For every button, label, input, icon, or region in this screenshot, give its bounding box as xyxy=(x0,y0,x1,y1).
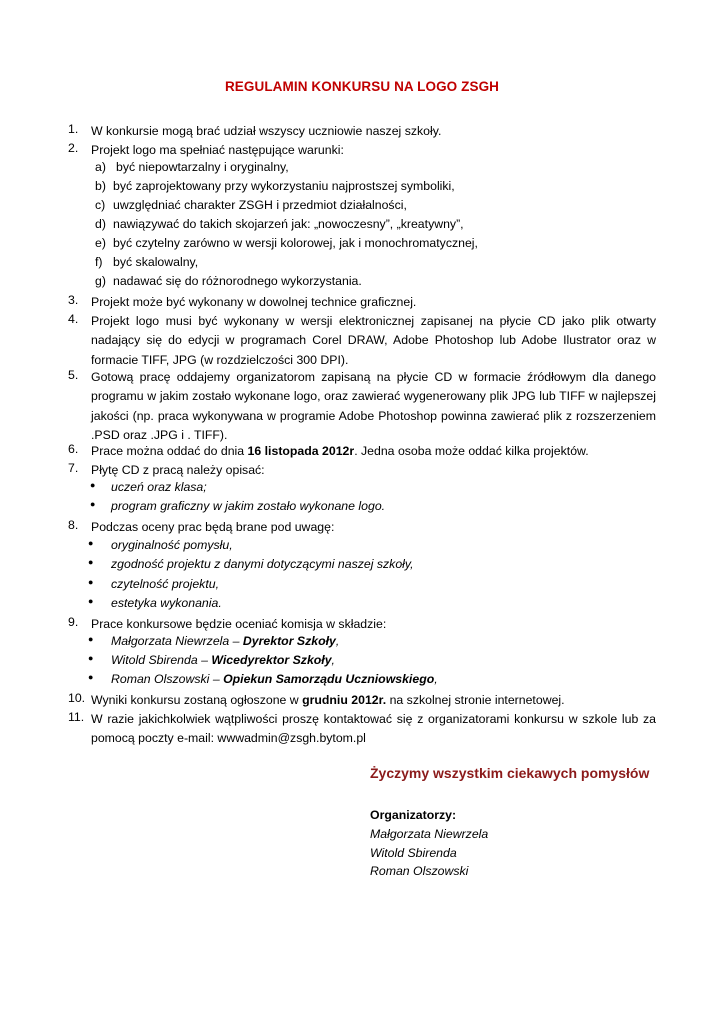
condition-text: być niepowtarzalny i oryginalny, xyxy=(116,160,289,174)
bullet-icon: ● xyxy=(88,538,94,548)
rule-text-part: . Jedna osoba może oddać kilka projektów. xyxy=(354,444,589,458)
rule-text-part: na szkolnej stronie internetowej. xyxy=(386,693,565,707)
bullet-text: czytelność projektu, xyxy=(111,577,219,591)
rule-text: Gotową pracę oddajemy organizatorom zapisaną na płycie CD w formacie źródłowym dla danego programu w jakim zostało wykonane logo, oraz zawierać wygenerowany plik JPG lub TIFF w najlepszej jakości (np. praca wykonywana w programie Adobe Photoshop powinna zawierać plik z rozszerzeniem .PSD oraz .JPG i . TIFF). xyxy=(91,370,656,443)
condition-label: g) xyxy=(95,274,106,288)
condition-text: nawiązywać do takich skojarzeń jak: „nowoczesny”, „kreatywny”, xyxy=(113,217,464,231)
bullet-icon: ● xyxy=(90,480,96,490)
rule-text xyxy=(91,691,656,710)
condition-text: być skalowalny, xyxy=(113,255,199,269)
member-end: , xyxy=(335,634,340,648)
organizers-title: Organizatorzy: xyxy=(370,808,457,822)
member-text xyxy=(111,653,335,667)
member-end: , xyxy=(331,653,335,667)
condition-label: d) xyxy=(95,217,106,231)
results-date: grudniu 2012r. xyxy=(302,693,387,707)
condition-label: c) xyxy=(95,198,106,212)
rule-number: 4. xyxy=(68,312,79,326)
bullet-text: estetyka wykonania. xyxy=(111,596,222,610)
rule-text-part: Prace można oddać do dnia xyxy=(91,444,248,458)
bullet-icon: ● xyxy=(88,557,94,567)
deadline-date: 16 listopada 2012r xyxy=(247,444,355,458)
rule-number: 8. xyxy=(68,518,79,532)
member-role: Opiekun Samorządu Uczniowskiego xyxy=(223,672,435,686)
rule-text xyxy=(91,442,656,461)
closing-wish: Życzymy wszystkim ciekawych pomysłów xyxy=(370,765,650,781)
rule-number: 7. xyxy=(68,461,79,475)
bullet-text: uczeń oraz klasa; xyxy=(111,480,207,494)
condition-text: uwzględniać charakter ZSGH i przedmiot działalności, xyxy=(113,198,407,212)
bullet-icon: ● xyxy=(88,634,94,644)
condition-label: b) xyxy=(95,179,106,193)
bullet-icon: ● xyxy=(88,577,94,587)
organizer-name: Małgorzata Niewrzela xyxy=(370,827,489,841)
bullet-icon: ● xyxy=(88,596,94,606)
rule-number: 9. xyxy=(68,615,79,629)
rule-number: 3. xyxy=(68,293,79,307)
bullet-text: zgodność projektu z danymi dotyczącymi naszej szkoły, xyxy=(111,557,414,571)
organizer-name: Witold Sbirenda xyxy=(370,846,457,860)
rule-number: 11. xyxy=(68,710,85,724)
bullet-text: oryginalność pomysłu, xyxy=(111,538,233,552)
rule-number: 5. xyxy=(68,368,79,382)
rule-text: Projekt logo musi być wykonany w wersji elektronicznej zapisanej na płycie CD jako plik otwarty nadający się do edycji w programach Corel DRAW, Adobe Photoshop lub Adobe Ilustrator oraz w formacie TIFF, JPG (w rozdzielczości 300 DPI). xyxy=(91,314,656,367)
member-text xyxy=(111,634,339,648)
rule-number: 10. xyxy=(68,691,86,705)
rule-text: W konkursie mogą brać udział wszyscy uczniowie naszej szkoły. xyxy=(91,124,442,138)
member-role: Dyrektor Szkoły xyxy=(242,634,336,648)
condition-label: a) xyxy=(95,160,106,174)
rule-number: 6. xyxy=(68,442,79,456)
condition-text: być czytelny zarówno w wersji kolorowej, jak i monochromatycznej, xyxy=(113,236,478,250)
condition-label: e) xyxy=(95,236,106,250)
rule-text-part: Wyniki konkursu zostaną ogłoszone w xyxy=(91,693,303,707)
rule-text: Prace konkursowe będzie oceniać komisja w składzie: xyxy=(91,617,387,631)
rule-number: 1. xyxy=(68,122,79,136)
rule-text: W razie jakichkolwiek wątpliwości proszę kontaktować się z organizatorami konkursu w szkole lub za pomocą poczty e-mail: wwwadmin@zsgh.bytom.pl xyxy=(91,712,656,746)
bullet-icon: ● xyxy=(88,672,94,682)
bullet-icon: ● xyxy=(90,499,96,509)
member-text xyxy=(111,672,438,686)
rule-text: Projekt logo ma spełniać następujące warunki: xyxy=(91,143,344,157)
member-name: Witold Sbirenda – xyxy=(111,653,212,667)
bullet-text: program graficzny w jakim zostało wykonane logo. xyxy=(111,499,386,513)
rule-text: Płytę CD z pracą należy opisać: xyxy=(91,463,265,477)
member-role: Wicedyrektor Szkoły xyxy=(211,653,332,667)
organizer-name: Roman Olszowski xyxy=(370,864,469,878)
condition-label: f) xyxy=(95,255,103,269)
member-name: Małgorzata Niewrzela – xyxy=(111,634,243,648)
member-end: , xyxy=(434,672,438,686)
condition-text: nadawać się do różnorodnego wykorzystania. xyxy=(113,274,362,288)
rule-number: 2. xyxy=(68,141,79,155)
rule-text: Podczas oceny prac będą brane pod uwagę: xyxy=(91,520,335,534)
condition-text: być zaprojektowany przy wykorzystaniu najprostszej symboliki, xyxy=(113,179,455,193)
rule-text: Projekt może być wykonany w dowolnej technice graficznej. xyxy=(91,295,417,309)
document-title: REGULAMIN KONKURSU NA LOGO ZSGH xyxy=(224,79,500,94)
member-name: Roman Olszowski – xyxy=(111,672,224,686)
bullet-icon: ● xyxy=(88,653,94,663)
